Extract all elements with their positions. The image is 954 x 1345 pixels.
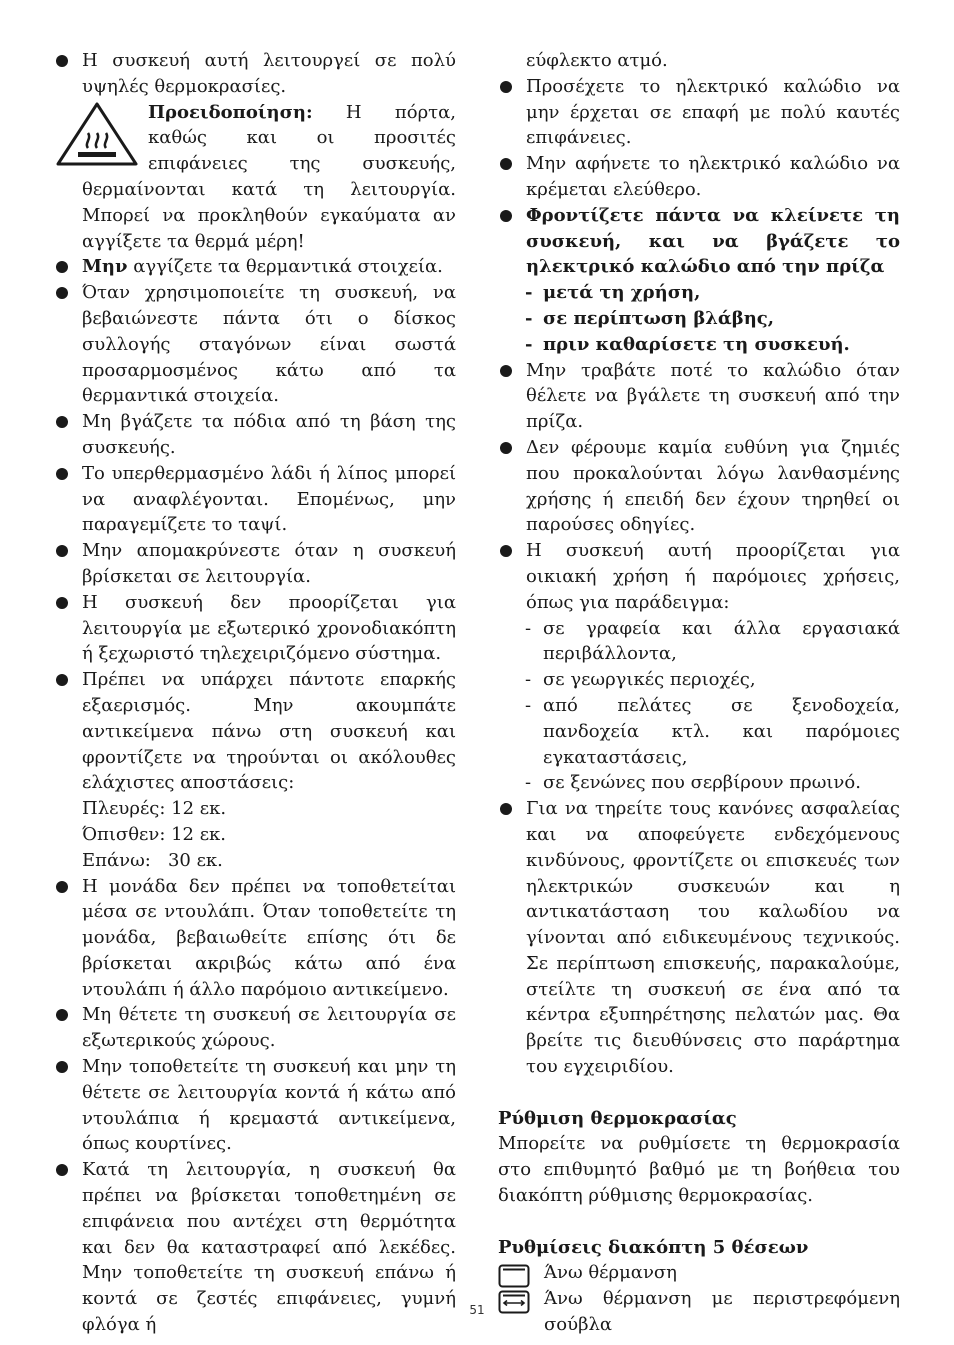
list-item: Μη θέτετε τη συσκευή σε λειτουργία σε εξωτερικούς χώρους. bbox=[54, 1002, 456, 1054]
dash-item: - σε περίπτωση βλάβης, bbox=[498, 306, 900, 332]
warning-body: Η πόρτα, καθώς και οι προσιτές επιφάνειες της συσκευής, θερμαίνονται κατά τη λειτουργία. Μπορεί να προκληθούν εγκαύματα αν αγγίξετε τα θερμά μέρη! bbox=[82, 101, 456, 252]
left-column bbox=[54, 48, 456, 1338]
warning-title: Προειδοποίηση: bbox=[148, 101, 313, 123]
dash-item: - σε ξενώνες που σερβίρουν πρωινό. bbox=[498, 770, 900, 796]
list-item: Για να τηρείτε τους κανόνες ασφαλείας και να αποφεύγετε ενδεχόμενους κινδύνους, φροντίζετε οι επισκευές των ηλεκτρικών συσκευών και η αντικατάσταση του καλωδίου να γίνονται από ειδικευμένους τεχνικούς. Σε περίπτωση επισκευής, παρακαλούμε, στείλτε τη συσκευή σε ένα από τα κέντρα εξυπηρέτησης πελατών μας. Θα βρείτε τις διευθύνσεις στο παράρτημα του εγχειριδίου. bbox=[498, 796, 900, 1080]
dash-item: - από πελάτες σε ξενοδοχεία, πανδοχεία κτλ. και παρόμοιες εγκαταστάσεις, bbox=[498, 693, 900, 770]
list-item: Δεν φέρουμε καμία ευθύνη για ζημιές που προκαλούνται λόγω λανθασμένης χρήσης ή επειδή δεν έχουν τηρηθεί οι παρούσες οδηγίες. bbox=[498, 435, 900, 538]
page-number: 51 bbox=[469, 1303, 485, 1317]
top-heat-icon bbox=[498, 1264, 530, 1288]
dash-item: - σε γεωργικές περιοχές, bbox=[498, 667, 900, 693]
distance-top: Επάνω: 30 εκ. bbox=[82, 849, 223, 871]
hot-surface-warning-icon bbox=[54, 100, 140, 168]
list-item: Η μονάδα δεν πρέπει να τοποθετείται μέσα σε ντουλάπι. Όταν τοποθετείτε τη μονάδα, βεβαιωθείτε επίσης ότι δε βρίσκεται ακριβώς κάτω από ένα ντουλάπι ή άλλο παρόμοιο αντικείμενο. bbox=[54, 874, 456, 1003]
right-column bbox=[498, 48, 900, 1338]
list-item: Μην τραβάτε ποτέ το καλώδιο όταν θέλετε να βγάλετε τη συσκευή από την πρίζα. bbox=[498, 358, 900, 435]
list-item: Το υπερθερμασμένο λάδι ή λίπος μπορεί να αναφλέγονται. Επομένως, μην παραγεμίζετε το ταψί. bbox=[54, 461, 456, 538]
mode-label: Άνω θέρμανση με περιστρεφόμενη σούβλα bbox=[544, 1288, 900, 1336]
mode-label: Άνω θέρμανση bbox=[544, 1262, 677, 1284]
temperature-heading: Ρύθμιση θερμοκρασίας bbox=[498, 1107, 737, 1129]
distance-back: Όπισθεν: 12 εκ. bbox=[82, 823, 227, 845]
list-item: Πρέπει να υπάρχει πάντοτε επαρκής εξαερισμός. Μην ακουμπάτε αντικείμενα πάνω στη συσκευή και φροντίζετε να τηρούνται οι ακόλουθες ελάχιστες αποστάσεις: bbox=[54, 667, 456, 796]
emphasis: Μην bbox=[82, 256, 128, 278]
list-item: Η συσκευή δεν προορίζεται για λειτουργία με εξωτερικό χρονοδιακόπτη ή ξεχωριστό τηλεχειριζόμενο σύστημα. bbox=[54, 590, 456, 667]
list-item bbox=[54, 254, 456, 280]
warning-block bbox=[54, 100, 456, 255]
switch-heading: Ρυθμίσεις διακόπτη 5 θέσεων bbox=[498, 1236, 809, 1258]
distance-sides: Πλευρές: 12 εκ. bbox=[82, 798, 227, 820]
continued-text: εύφλεκτο ατμό. bbox=[526, 50, 668, 71]
list-item: Η συσκευή αυτή λειτουργεί σε πολύ υψηλές θερμοκρασίες. bbox=[54, 48, 456, 100]
mode-top-heat bbox=[498, 1260, 900, 1286]
dash-item: - μετά τη χρήση, bbox=[498, 280, 900, 306]
list-item: Η συσκευή αυτή προορίζεται για οικιακή χρήση ή παρόμοιες χρήσεις, όπως για παράδειγμα: bbox=[498, 538, 900, 615]
temperature-text: Μπορείτε να ρυθμίσετε τη θερμοκρασία στο επιθυμητό βαθμό με τη βοήθεια του διακόπτη ρύθμισης θερμοκρασίας. bbox=[498, 1133, 900, 1207]
list-item: Μη βγάζετε τα πόδια από τη βάση της συσκευής. bbox=[54, 409, 456, 461]
list-item: Όταν χρησιμοποιείτε τη συσκευή, να βεβαιώνεστε πάντα ότι ο δίσκος συλλογής σταγόνων είναι σωστά προσαρμοσμένος κάτω από τα θερμαντικά στοιχεία. bbox=[54, 280, 456, 409]
list-item-text: αγγίζετε τα θερμαντικά στοιχεία. bbox=[127, 256, 443, 278]
list-item: Μην αφήνετε το ηλεκτρικό καλώδιο να κρέμεται ελεύθερο. bbox=[498, 151, 900, 203]
list-item: Μην απομακρύνεστε όταν η συσκευή βρίσκεται σε λειτουργία. bbox=[54, 538, 456, 590]
list-item: Προσέχετε το ηλεκτρικό καλώδιο να μην έρχεται σε επαφή με πολύ καυτές επιφάνειες. bbox=[498, 74, 900, 151]
list-item: Κατά τη λειτουργία, η συσκευή θα πρέπει να βρίσκεται τοποθετημένη σε επιφάνεια που αντέχει στη θερμότητα και δεν θα καταστραφεί από λεκέδες. Μην τοποθετείτε τη συσκευή επάνω ή κοντά σε ζεστές επιφάνειες, γυμνή φλόγα ή bbox=[54, 1157, 456, 1338]
list-item: Μην τοποθετείτε τη συσκευή και μην τη θέτετε σε λειτουργία κοντά ή κάτω από ντουλάπια ή κρεμαστά αντικείμενα, όπως κουρτίνες. bbox=[54, 1054, 456, 1157]
dash-item: - πριν καθαρίσετε τη συσκευή. bbox=[498, 332, 900, 358]
dash-item: - σε γραφεία και άλλα εργασιακά περιβάλλοντα, bbox=[498, 616, 900, 668]
list-item: Φροντίζετε πάντα να κλείνετε τη συσκευή, και να βγάζετε το ηλεκτρικό καλώδιο από την πρίζα bbox=[498, 203, 900, 280]
